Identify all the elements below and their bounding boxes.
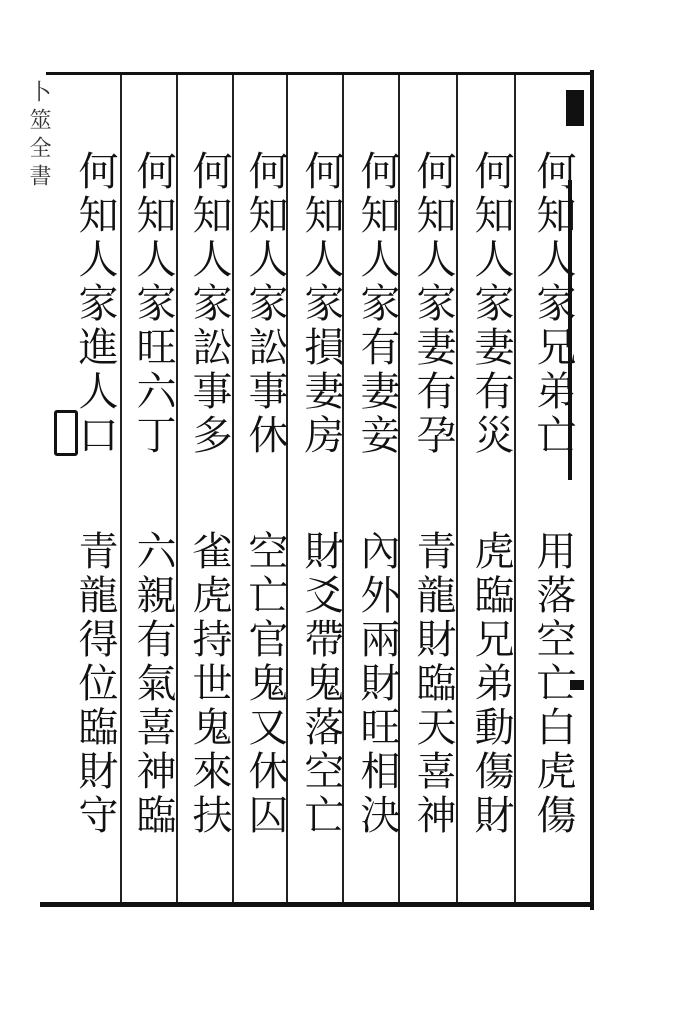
question-line: 何知人家訟事多 <box>186 150 232 458</box>
question-line: 何知人家妻有孕 <box>410 150 456 458</box>
column-divider <box>120 75 122 902</box>
answer-line: 虎臨兄弟動傷財 <box>468 530 514 838</box>
answer-line: 六親有氣喜神臨 <box>130 530 176 838</box>
text-column-9 <box>70 150 120 890</box>
frame-bottom-rule <box>40 902 592 907</box>
text-column-2 <box>466 150 516 890</box>
text-column-1 <box>528 150 578 890</box>
question-line: 何知人家損妻房 <box>298 150 344 458</box>
answer-line: 青龍得位臨財守 <box>72 530 118 838</box>
text-column-5 <box>296 150 346 890</box>
edge-mark-top <box>566 90 584 126</box>
text-column-6 <box>240 150 290 890</box>
text-column-7 <box>184 150 234 890</box>
answer-line: 雀虎持世鬼來扶 <box>186 530 232 838</box>
text-column-8 <box>128 150 178 890</box>
margin-title: 卜筮全書 <box>26 80 51 192</box>
question-line: 何知人家妻有災 <box>468 150 514 458</box>
question-line: 何知人家進人口 <box>72 150 118 458</box>
margin-title-strip <box>14 80 54 820</box>
question-line: 何知人家訟事休 <box>242 150 288 458</box>
frame-top-rule <box>46 72 592 75</box>
text-column-4 <box>352 150 402 890</box>
answer-line: 用落空亡白虎傷 <box>530 530 576 838</box>
answer-line: 財爻帶鬼落空亡 <box>298 530 344 838</box>
answer-line: 內外兩財旺相決 <box>354 530 400 838</box>
answer-line: 空亡官鬼又休囚 <box>242 530 288 838</box>
question-line: 何知人家兄弟亡 <box>530 150 576 458</box>
answer-line: 青龍財臨天喜神 <box>410 530 456 838</box>
question-line: 何知人家旺六丁 <box>130 150 176 458</box>
question-line: 何知人家有妻妾 <box>354 150 400 458</box>
frame-right-rule <box>590 70 594 910</box>
text-column-3 <box>408 150 458 890</box>
